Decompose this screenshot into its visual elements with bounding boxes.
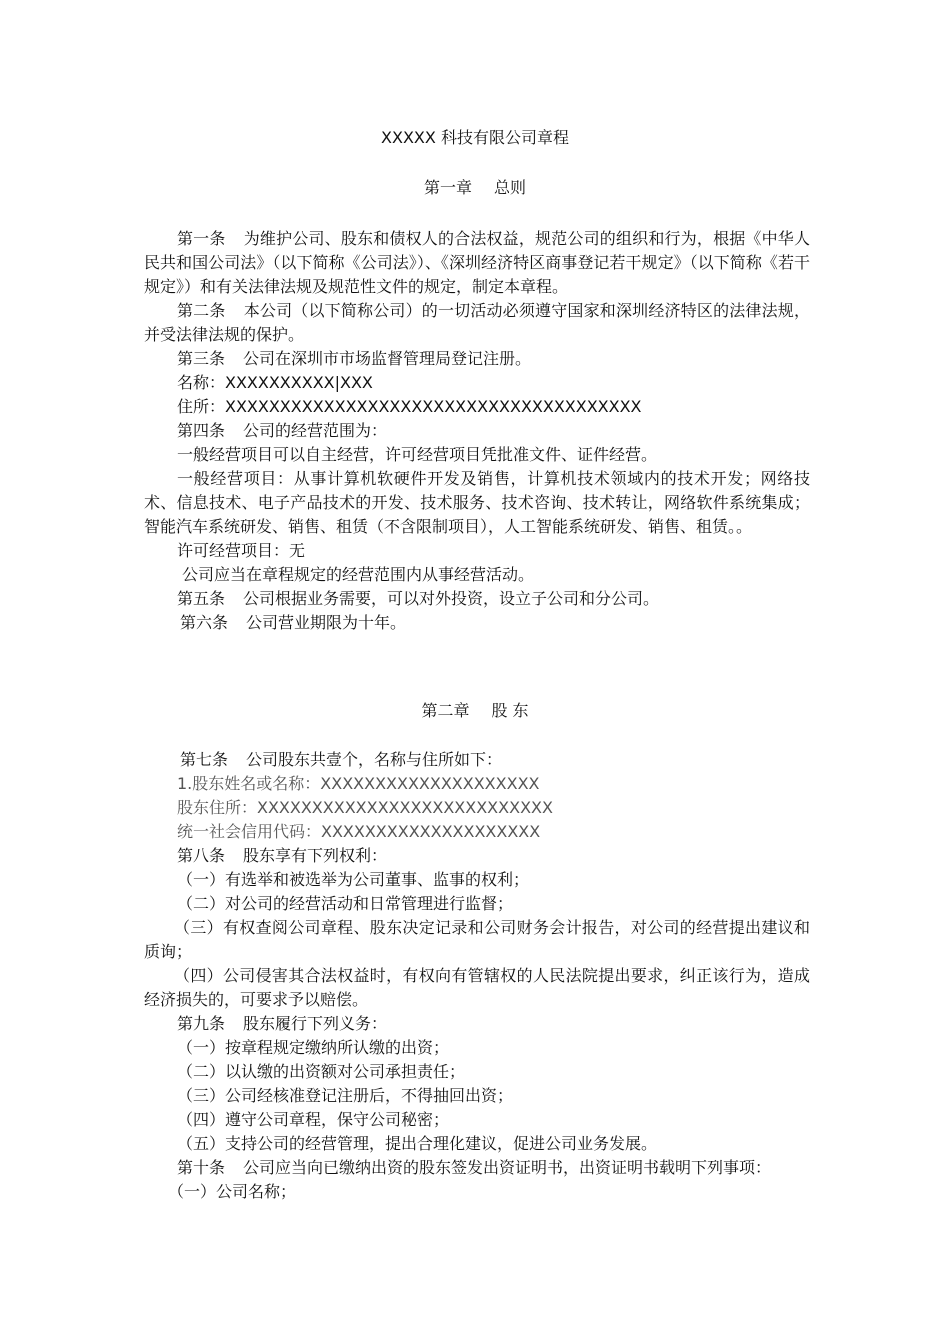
- scope-line-1: 一般经营项目可以自主经营，许可经营项目凭批准文件、证件经营。: [177, 445, 658, 464]
- article-1-text: 为维护公司、股东和债权人的合法权益，规范公司的组织和行为，根据《中华人民共和国公司法》（以下简称《公司法》）、《深圳经济特区商事登记若干规定》（以下简称《若干规定》）和有关法律法规及规范性文件的规定，制定本章程。: [144, 229, 810, 296]
- article-1: [144, 227, 810, 299]
- shareholder-credit-code-line: 统一社会信用代码：XXXXXXXXXXXXXXXXXXXX: [177, 822, 541, 841]
- scope-line-3: 公司应当在章程规定的经营范围内从事经营活动。: [182, 565, 535, 584]
- article-6-label: 第六条: [180, 613, 229, 632]
- article-7-text: 公司股东共壹个，名称与住所如下：: [246, 750, 503, 769]
- article-5-label: 第五条: [177, 589, 226, 608]
- article-5-text: 公司根据业务需要，可以对外投资，设立子公司和分公司。: [243, 589, 660, 608]
- duty-item-4: （四）遵守公司章程，保守公司秘密；: [177, 1110, 450, 1129]
- right-item-1: （一）有选举和被选举为公司董事、监事的权利；: [177, 870, 530, 889]
- article-3-text: 公司在深圳市市场监督管理局登记注册。: [243, 349, 532, 368]
- scope-line-2: 一般经营项目：从事计算机软硬件开发及销售，计算机技术领域内的技术开发；网络技术、信息技术、电子产品技术的开发、技术服务、技术咨询、技术转让，网络软件系统集成；智能汽车系统研发、销售、租赁（不含限制项目），人工智能系统研发、销售、租赁。。: [144, 469, 810, 536]
- duty-item-3: （三）公司经核准登记注册后，不得抽回出资；: [177, 1086, 514, 1105]
- article-3: [144, 347, 810, 371]
- article-3-label: 第三条: [177, 349, 226, 368]
- article-9-label: 第九条: [177, 1014, 226, 1033]
- article-8-text: 股东享有下列权利：: [243, 846, 388, 865]
- article-7-label: 第七条: [180, 750, 229, 769]
- duty-item-1: （一）按章程规定缴纳所认缴的出资；: [177, 1038, 450, 1057]
- article-9: [144, 1012, 810, 1036]
- chapter-2-number: 第二章: [421, 701, 470, 720]
- article-6-text: 公司营业期限为十年。: [246, 613, 407, 632]
- article-4-text: 公司的经营范围为：: [243, 421, 388, 440]
- article-8-label: 第八条: [177, 846, 226, 865]
- chapter-1-name: 总则: [494, 178, 527, 197]
- article-2-text: 本公司（以下简称公司）的一切活动必须遵守国家和深圳经济特区的法律法规，并受法律法规的保护。: [144, 301, 810, 344]
- document-title: XXXXX 科技有限公司章程: [381, 128, 569, 147]
- chapter-2-name: 股 东: [491, 701, 529, 720]
- certificate-item-1: （一）公司名称；: [168, 1182, 297, 1201]
- right-item-4: （四）公司侵害其合法权益时，有权向有管辖权的人民法院提出要求，纠正该行为，造成经济损失的，可要求予以赔偿。: [144, 966, 810, 1009]
- article-5: [144, 587, 810, 611]
- company-name-line: 名称：XXXXXXXXXX|XXX: [177, 373, 373, 392]
- article-2: [144, 299, 810, 347]
- duty-item-5: （五）支持公司的经营管理，提出合理化建议，促进公司业务发展。: [177, 1134, 658, 1153]
- article-10: [144, 1156, 810, 1180]
- chapter-2-body: [144, 748, 810, 1204]
- article-6: [144, 611, 810, 635]
- chapter-1-number: 第一章: [423, 178, 472, 197]
- company-address-line: 住所：XXXXXXXXXXXXXXXXXXXXXXXXXXXXXXXXXXXXXX: [177, 397, 642, 416]
- article-10-text: 公司应当向已缴纳出资的股东签发出资证明书，出资证明书载明下列事项：: [243, 1158, 772, 1177]
- duty-item-2: （二）以认缴的出资额对公司承担责任；: [177, 1062, 466, 1081]
- shareholder-address-line: 股东住所：XXXXXXXXXXXXXXXXXXXXXXXXXXX: [177, 798, 553, 817]
- article-4-label: 第四条: [177, 421, 226, 440]
- article-7: [144, 748, 810, 772]
- article-2-label: 第二条: [177, 301, 226, 320]
- chapter-1-heading: [0, 177, 950, 199]
- right-item-2: （二）对公司的经营活动和日常管理进行监督；: [177, 894, 514, 913]
- article-10-label: 第十条: [177, 1158, 226, 1177]
- chapter-1-body: [144, 227, 810, 635]
- permit-line: 许可经营项目：无: [177, 541, 306, 560]
- right-item-3: （三）有权查阅公司章程、股东决定记录和公司财务会计报告，对公司的经营提出建议和质询；: [144, 918, 810, 961]
- article-1-label: 第一条: [177, 229, 226, 248]
- chapter-2-heading: [0, 700, 950, 722]
- article-4: [144, 419, 810, 443]
- article-8: [144, 844, 810, 868]
- shareholder-name-line: 1.股东姓名或名称：XXXXXXXXXXXXXXXXXXXX: [177, 774, 540, 793]
- article-9-text: 股东履行下列义务：: [243, 1014, 388, 1033]
